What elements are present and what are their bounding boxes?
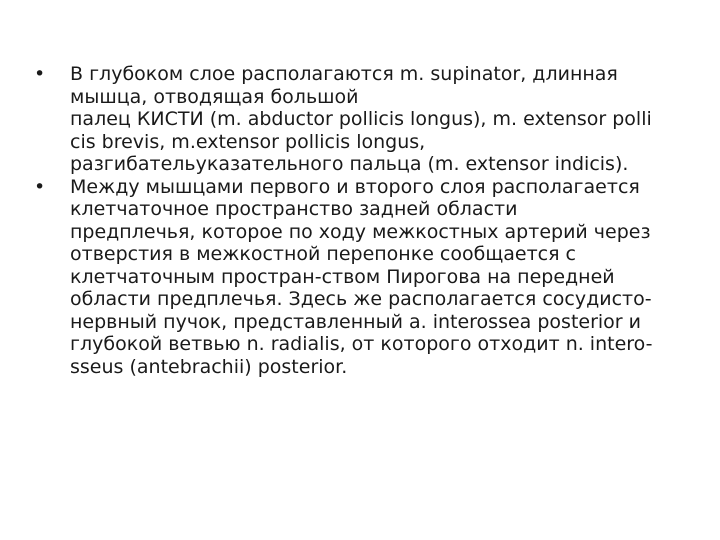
text-line: В глубоком слое располагаются m. supinator, длинная <box>70 63 618 85</box>
text-line: области предплечья. Здесь же располагается сосудисто- <box>70 288 652 310</box>
text-line: cis brevis, m.extensor pollicis longus, <box>70 130 426 153</box>
bullet-marker: • <box>34 63 46 85</box>
text-line: нервный пучок, представленный a. interossea posterior и <box>70 310 641 333</box>
bullet-list <box>34 63 694 378</box>
text-line: клетчаточным простран-ством Пирогова на передней <box>70 265 615 288</box>
bullet-marker: • <box>34 175 46 198</box>
text-line: глубокой ветвью n. radialis, от которого отходит n. intero- <box>70 333 653 355</box>
text-line: мышца, отводящая большой <box>70 85 359 108</box>
text-line: разгибательуказательного пальца (m. extensor indicis). <box>70 153 629 175</box>
text-line: предплечья, которое по ходу межкостных артерий через <box>70 220 651 243</box>
text-line: клетчаточное пространство задней области <box>70 198 518 220</box>
text-line: отверстия в межкостной перепонке сообщается с <box>70 243 577 265</box>
text-line: sseus (antebrachii) posterior. <box>70 355 348 378</box>
bullet-item-cellular-space <box>34 176 694 379</box>
bullet-item-deep-layer <box>34 63 694 176</box>
slide-content <box>34 63 694 378</box>
text-line: палец КИСТИ (m. abductor pollicis longus), m. extensor polli <box>70 108 652 130</box>
text-line: Между мышцами первого и второго слоя располагается <box>70 175 640 198</box>
